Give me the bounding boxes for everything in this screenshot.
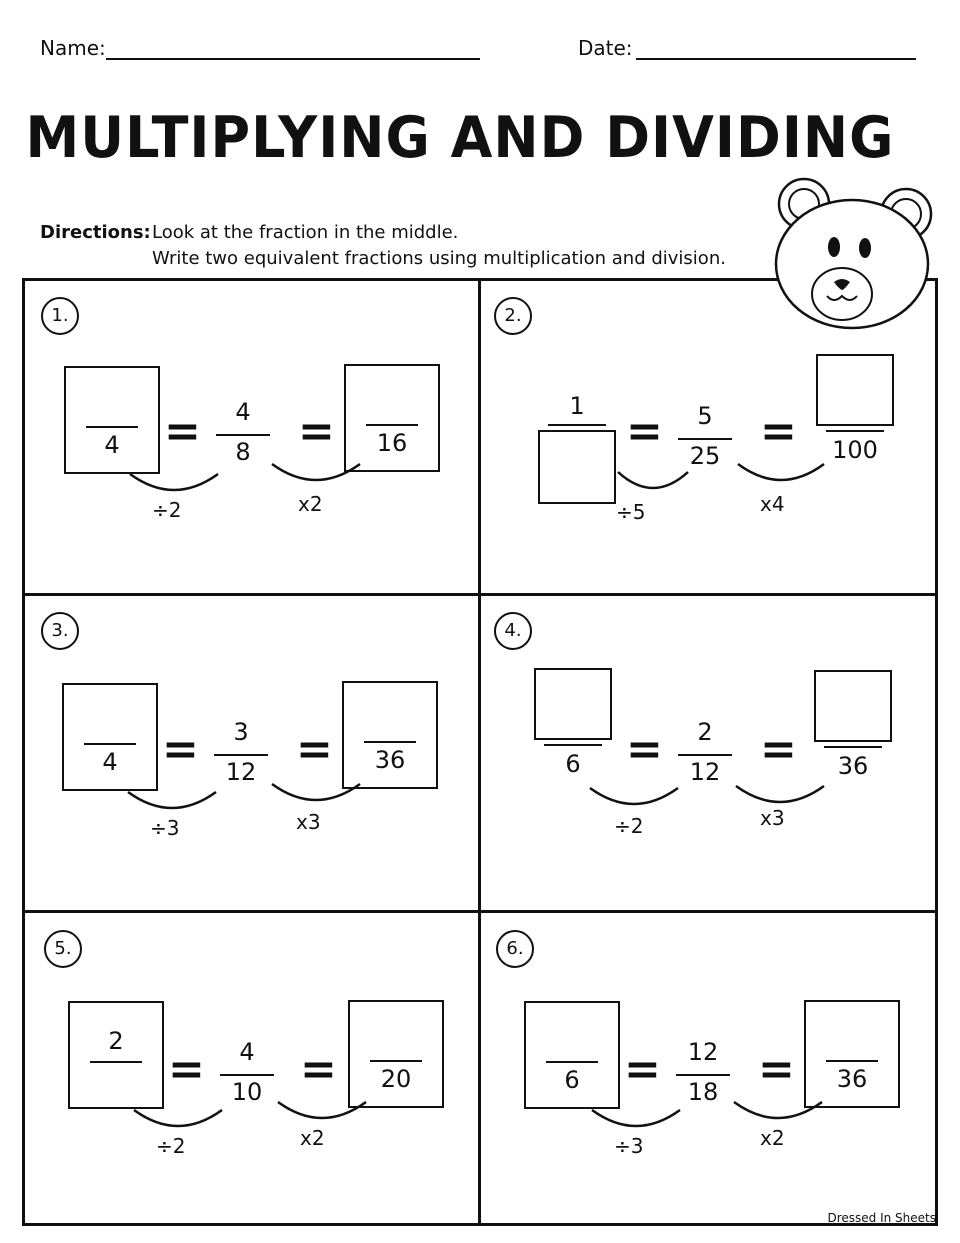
middle-numerator: 2 bbox=[697, 718, 713, 746]
fraction-bar bbox=[824, 746, 882, 748]
problem-number: 3. bbox=[41, 612, 79, 650]
grid-divider-vertical bbox=[478, 278, 481, 1226]
fraction-bar bbox=[826, 1060, 878, 1062]
fraction-denominator: 36 bbox=[374, 745, 406, 774]
fraction-numerator: 1 bbox=[569, 392, 585, 420]
middle-fraction-bar bbox=[678, 754, 732, 756]
arc-right bbox=[270, 782, 362, 808]
fraction-bar bbox=[546, 1061, 598, 1063]
fraction-bar bbox=[90, 1061, 142, 1063]
middle-numerator: 3 bbox=[233, 718, 249, 746]
date-line[interactable] bbox=[636, 58, 916, 60]
middle-numerator: 4 bbox=[235, 398, 251, 426]
arc-left bbox=[616, 470, 690, 496]
grid-divider-row-1 bbox=[22, 593, 938, 596]
answer-box-left[interactable] bbox=[534, 668, 612, 740]
answer-box-left[interactable] bbox=[68, 1001, 164, 1109]
equals-sign-left: = bbox=[626, 406, 663, 457]
problem-number: 5. bbox=[44, 930, 82, 968]
equals-sign-left: = bbox=[162, 724, 199, 775]
answer-box-right[interactable] bbox=[814, 670, 892, 742]
middle-numerator: 4 bbox=[239, 1038, 255, 1066]
operation-left: ÷3 bbox=[614, 1134, 644, 1158]
fraction-denominator: 100 bbox=[832, 436, 878, 464]
operation-left: ÷3 bbox=[150, 816, 180, 840]
middle-fraction-bar bbox=[676, 1074, 730, 1076]
operation-left: ÷2 bbox=[156, 1134, 186, 1158]
equals-sign-left: = bbox=[164, 406, 201, 457]
fraction-bar bbox=[370, 1060, 422, 1062]
fraction-bar bbox=[544, 744, 602, 746]
middle-denominator: 25 bbox=[689, 442, 721, 470]
middle-numerator: 5 bbox=[697, 402, 713, 430]
arc-left bbox=[126, 790, 218, 816]
problem-number: 4. bbox=[494, 612, 532, 650]
answer-box-right[interactable] bbox=[816, 354, 894, 426]
middle-fraction-bar bbox=[678, 438, 732, 440]
fraction-bar bbox=[84, 743, 136, 745]
grid-divider-row-2 bbox=[22, 910, 938, 913]
fraction-denominator: 20 bbox=[380, 1064, 412, 1093]
fraction-bar bbox=[364, 741, 416, 743]
operation-right: x2 bbox=[298, 492, 323, 516]
fraction-bar bbox=[826, 430, 884, 432]
date-label: Date: bbox=[578, 36, 633, 60]
equals-sign-right: = bbox=[760, 724, 797, 775]
middle-denominator: 18 bbox=[687, 1078, 719, 1106]
middle-denominator: 12 bbox=[689, 758, 721, 786]
equals-sign-left: = bbox=[168, 1044, 205, 1095]
problem-number: 2. bbox=[494, 297, 532, 335]
middle-numerator: 12 bbox=[687, 1038, 719, 1066]
fraction-denominator: 4 bbox=[104, 430, 120, 459]
middle-denominator: 10 bbox=[231, 1078, 263, 1106]
operation-left: ÷5 bbox=[616, 500, 646, 524]
fraction-denominator: 6 bbox=[565, 750, 581, 778]
fraction-bar bbox=[86, 426, 138, 428]
arc-right bbox=[732, 1100, 824, 1126]
operation-right: x3 bbox=[760, 806, 785, 830]
fraction-denominator: 36 bbox=[836, 1064, 868, 1093]
operation-right: x2 bbox=[300, 1126, 325, 1150]
equals-sign-left: = bbox=[626, 724, 663, 775]
worksheet-title: MULTIPLYING AND DIVIDING bbox=[25, 104, 895, 171]
middle-fraction-bar bbox=[214, 754, 268, 756]
equals-sign-right: = bbox=[758, 1044, 795, 1095]
equals-sign-right: = bbox=[296, 724, 333, 775]
arc-right bbox=[736, 462, 826, 488]
directions-line-2: Write two equivalent fractions using multiplication and division. bbox=[152, 248, 726, 269]
fraction-bar bbox=[548, 424, 606, 426]
fraction-numerator: 2 bbox=[108, 1027, 124, 1056]
problem-number: 6. bbox=[496, 930, 534, 968]
answer-box-left[interactable] bbox=[538, 430, 616, 504]
operation-left: ÷2 bbox=[614, 814, 644, 838]
arc-left bbox=[132, 1108, 224, 1134]
fraction-denominator: 6 bbox=[564, 1065, 580, 1094]
equals-sign-right: = bbox=[298, 406, 335, 457]
bear-face-icon bbox=[772, 172, 938, 332]
arc-left bbox=[590, 1108, 682, 1134]
arc-right bbox=[276, 1100, 368, 1126]
problem-number: 1. bbox=[41, 297, 79, 335]
arc-left bbox=[588, 786, 680, 812]
middle-fraction-bar bbox=[220, 1074, 274, 1076]
operation-right: x2 bbox=[760, 1126, 785, 1150]
operation-left: ÷2 bbox=[152, 498, 182, 522]
name-line[interactable] bbox=[106, 58, 480, 60]
operation-right: x4 bbox=[760, 492, 785, 516]
operation-right: x3 bbox=[296, 810, 321, 834]
middle-denominator: 8 bbox=[235, 438, 251, 466]
equals-sign-right: = bbox=[760, 406, 797, 457]
name-label: Name: bbox=[40, 36, 106, 60]
middle-fraction-bar bbox=[216, 434, 270, 436]
footer-credit: Dressed In Sheets bbox=[827, 1211, 936, 1225]
directions-line-1: Look at the fraction in the middle. bbox=[152, 222, 459, 243]
arc-left bbox=[128, 472, 220, 498]
fraction-bar bbox=[366, 424, 418, 426]
middle-denominator: 12 bbox=[225, 758, 257, 786]
fraction-denominator: 4 bbox=[102, 747, 118, 776]
fraction-denominator: 16 bbox=[376, 428, 408, 457]
directions-label: Directions: bbox=[40, 222, 151, 243]
equals-sign-left: = bbox=[624, 1044, 661, 1095]
arc-right bbox=[270, 462, 362, 488]
fraction-denominator: 36 bbox=[837, 752, 869, 780]
equals-sign-right: = bbox=[300, 1044, 337, 1095]
